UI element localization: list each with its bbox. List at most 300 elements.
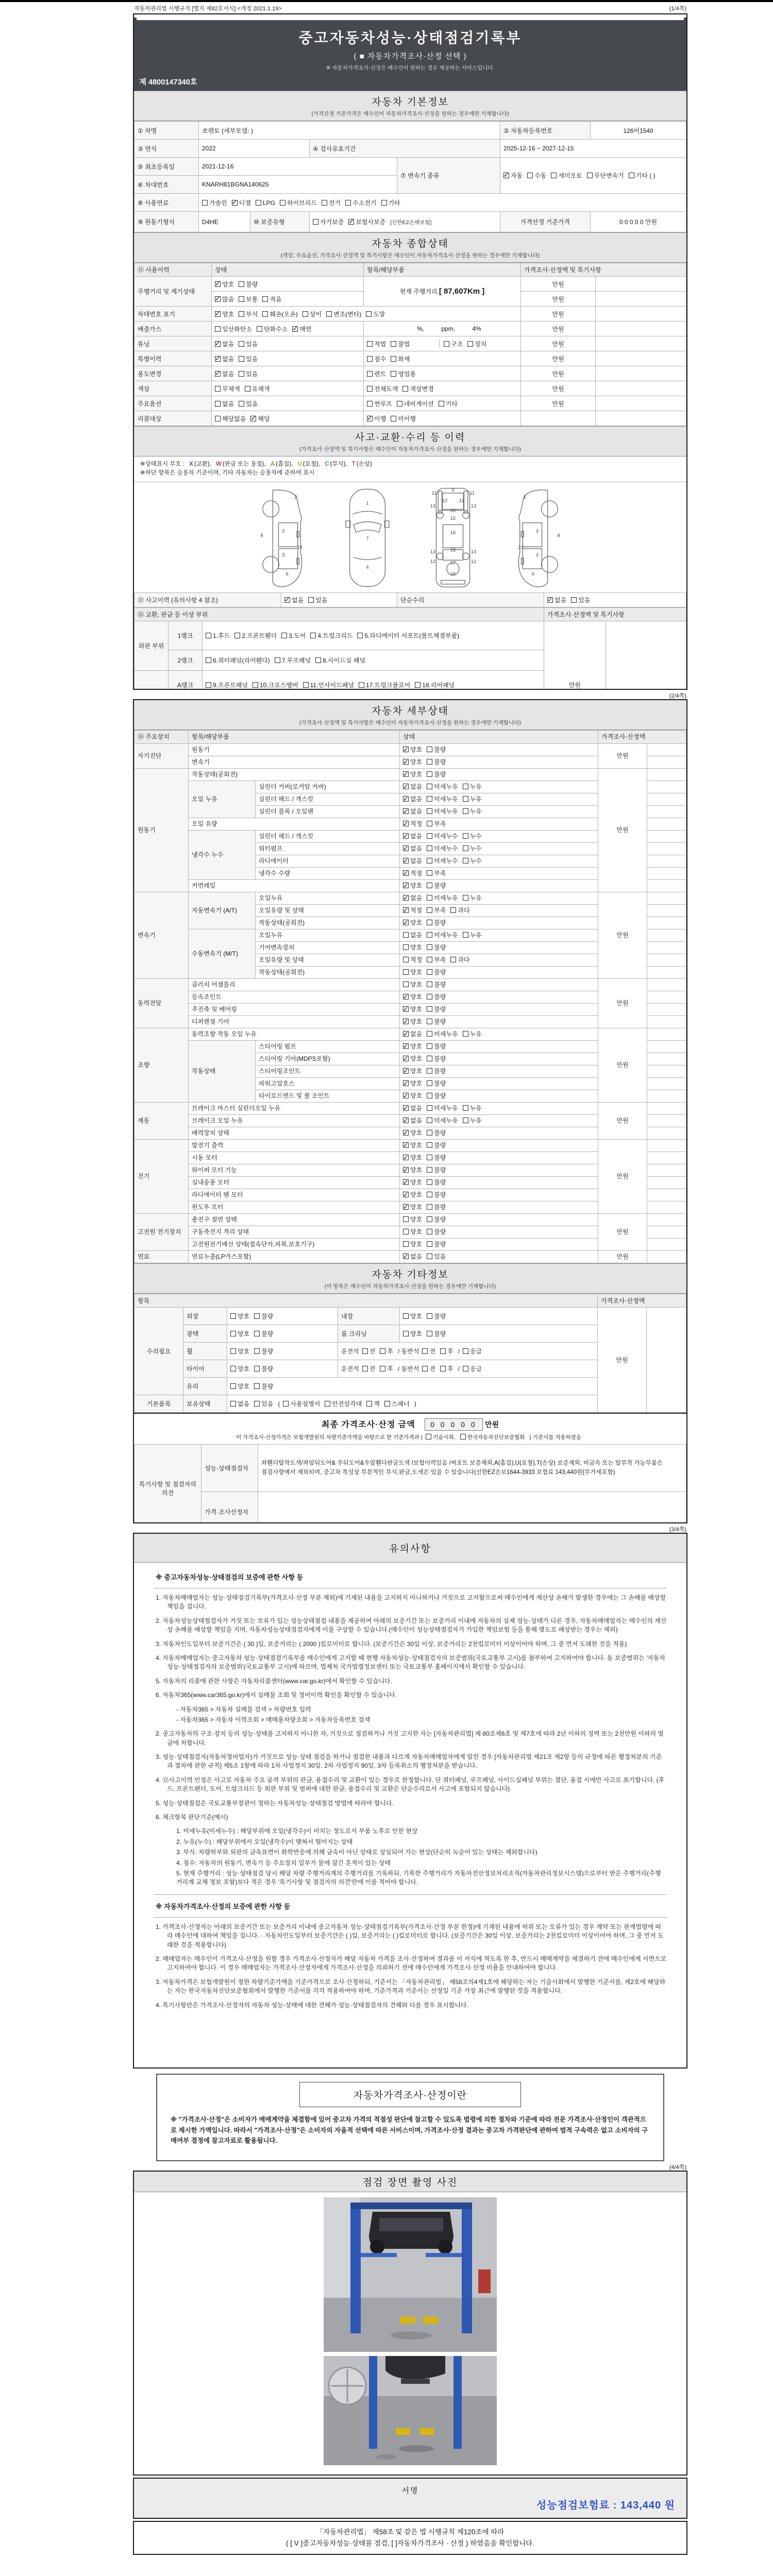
checkbox-option[interactable] — [380, 1347, 393, 1355]
checkbox-icon[interactable] — [427, 1068, 432, 1074]
checkbox-option[interactable] — [362, 1364, 376, 1373]
checkbox-option[interactable] — [262, 295, 281, 303]
checkbox-option[interactable] — [403, 919, 422, 927]
checkbox-icon[interactable] — [403, 932, 409, 938]
checkbox-option[interactable] — [403, 820, 422, 828]
checkbox-option[interactable] — [230, 1312, 249, 1320]
checkbox-option[interactable] — [215, 295, 234, 303]
checkbox-option[interactable] — [345, 198, 376, 207]
checkbox-option[interactable] — [427, 770, 446, 778]
checkbox-option[interactable] — [403, 1005, 422, 1013]
checkbox-icon[interactable] — [403, 784, 409, 789]
checkbox-icon[interactable] — [232, 200, 238, 206]
checkbox-icon[interactable] — [315, 657, 321, 663]
checkbox-icon[interactable] — [384, 1401, 390, 1406]
checkbox-icon[interactable] — [367, 356, 373, 362]
checkbox-option[interactable] — [403, 943, 422, 952]
checkbox-icon[interactable] — [403, 1080, 409, 1086]
checkbox-option[interactable] — [403, 1018, 422, 1026]
checkbox-icon[interactable] — [215, 416, 221, 421]
checkbox-option[interactable] — [403, 783, 422, 791]
checkbox-option[interactable] — [254, 1399, 273, 1408]
checkbox-option[interactable] — [427, 1154, 446, 1162]
checkbox-icon[interactable] — [391, 341, 396, 347]
checkbox-icon[interactable] — [427, 1031, 432, 1037]
checkbox-option[interactable] — [403, 758, 422, 766]
checkbox-option[interactable] — [463, 894, 482, 902]
checkbox-option[interactable] — [403, 795, 422, 803]
checkbox-icon[interactable] — [403, 994, 409, 999]
checkbox-option[interactable] — [239, 340, 258, 348]
checkbox-icon[interactable] — [427, 1105, 432, 1111]
checkbox-icon[interactable] — [215, 371, 221, 377]
checkbox-option[interactable] — [310, 631, 352, 640]
checkbox-icon[interactable] — [253, 682, 258, 688]
checkbox-option[interactable] — [415, 681, 455, 689]
checkbox-option[interactable] — [463, 857, 482, 865]
checkbox-icon[interactable] — [427, 870, 432, 876]
checkbox-icon[interactable] — [403, 1130, 409, 1136]
checkbox-icon[interactable] — [313, 219, 318, 225]
checkbox-option[interactable] — [403, 1154, 422, 1162]
checkbox-icon[interactable] — [427, 1080, 432, 1086]
checkbox-option[interactable] — [230, 1347, 249, 1355]
checkbox-icon[interactable] — [426, 1434, 431, 1439]
checkbox-icon[interactable] — [403, 957, 409, 962]
checkbox-option[interactable] — [367, 384, 398, 393]
checkbox-option[interactable] — [280, 198, 317, 207]
checkbox-icon[interactable] — [427, 1043, 432, 1049]
checkbox-option[interactable] — [403, 1104, 422, 1112]
checkbox-option[interactable] — [262, 310, 297, 318]
checkbox-icon[interactable] — [427, 808, 432, 814]
checkbox-option[interactable] — [403, 1178, 422, 1187]
checkbox-icon[interactable] — [403, 1006, 409, 1012]
checkbox-option[interactable] — [450, 956, 469, 964]
checkbox-option[interactable] — [427, 1018, 446, 1026]
checkbox-icon[interactable] — [427, 1117, 432, 1123]
checkbox-option[interactable] — [463, 1104, 482, 1112]
checkbox-option[interactable] — [283, 1399, 320, 1408]
checkbox-icon[interactable] — [230, 1331, 236, 1336]
checkbox-option[interactable] — [427, 919, 446, 927]
checkbox-icon[interactable] — [427, 1056, 432, 1061]
checkbox-icon[interactable] — [284, 597, 290, 603]
checkbox-option[interactable] — [367, 414, 386, 423]
checkbox-icon[interactable] — [322, 200, 327, 206]
checkbox-icon[interactable] — [254, 1313, 260, 1319]
checkbox-icon[interactable] — [463, 1117, 468, 1123]
checkbox-icon[interactable] — [239, 371, 244, 377]
checkbox-icon[interactable] — [403, 759, 409, 765]
checkbox-option[interactable] — [403, 1030, 422, 1038]
checkbox-icon[interactable] — [254, 1331, 260, 1336]
checkbox-icon[interactable] — [239, 296, 244, 302]
checkbox-icon[interactable] — [254, 1383, 260, 1389]
checkbox-option[interactable] — [427, 1166, 446, 1174]
checkbox-option[interactable] — [427, 844, 458, 853]
checkbox-option[interactable] — [403, 956, 422, 964]
checkbox-option[interactable] — [367, 340, 386, 348]
checkbox-icon[interactable] — [427, 1142, 432, 1148]
checkbox-icon[interactable] — [427, 1093, 432, 1098]
checkbox-icon[interactable] — [215, 386, 221, 392]
checkbox-option[interactable] — [254, 1329, 273, 1338]
checkbox-option[interactable] — [215, 310, 234, 318]
checkbox-icon[interactable] — [403, 808, 409, 814]
checkbox-option[interactable] — [325, 1399, 362, 1408]
checkbox-option[interactable] — [215, 325, 252, 333]
checkbox-icon[interactable] — [403, 747, 409, 752]
checkbox-icon[interactable] — [403, 796, 409, 802]
checkbox-icon[interactable] — [403, 1068, 409, 1074]
checkbox-option[interactable] — [254, 1312, 273, 1320]
checkbox-option[interactable] — [245, 384, 270, 393]
checkbox-option[interactable] — [427, 1067, 446, 1075]
checkbox-icon[interactable] — [403, 1043, 409, 1049]
checkbox-option[interactable] — [254, 1382, 273, 1391]
checkbox-option[interactable] — [427, 1228, 446, 1236]
checkbox-icon[interactable] — [380, 1348, 385, 1354]
checkbox-option[interactable] — [427, 931, 458, 939]
checkbox-option[interactable] — [206, 681, 248, 689]
checkbox-icon[interactable] — [230, 1313, 236, 1319]
checkbox-icon[interactable] — [427, 883, 432, 888]
checkbox-option[interactable] — [422, 1364, 435, 1373]
checkbox-option[interactable] — [257, 325, 288, 333]
checkbox-option[interactable] — [427, 1104, 458, 1112]
checkbox-icon[interactable] — [381, 200, 387, 206]
checkbox-icon[interactable] — [215, 281, 221, 287]
checkbox-option[interactable] — [427, 1203, 446, 1211]
checkbox-option[interactable] — [403, 770, 422, 778]
checkbox-option[interactable] — [381, 198, 400, 207]
checkbox-icon[interactable] — [403, 1241, 409, 1247]
checkbox-option[interactable] — [440, 1347, 453, 1355]
checkbox-option[interactable] — [357, 631, 459, 640]
checkbox-icon[interactable] — [463, 1366, 468, 1371]
checkbox-icon[interactable] — [427, 1216, 432, 1222]
checkbox-icon[interactable] — [391, 356, 396, 362]
checkbox-icon[interactable] — [262, 311, 268, 317]
checkbox-icon[interactable] — [427, 981, 432, 987]
checkbox-option[interactable] — [206, 656, 270, 665]
checkbox-icon[interactable] — [403, 1142, 409, 1148]
checkbox-icon[interactable] — [427, 1313, 432, 1319]
checkbox-option[interactable] — [230, 1329, 249, 1338]
checkbox-icon[interactable] — [571, 597, 577, 603]
checkbox-icon[interactable] — [403, 858, 409, 863]
checkbox-option[interactable] — [427, 956, 446, 964]
checkbox-icon[interactable] — [450, 907, 456, 913]
checkbox-icon[interactable] — [362, 1348, 368, 1354]
checkbox-icon[interactable] — [403, 1105, 409, 1111]
checkbox-icon[interactable] — [427, 969, 432, 975]
checkbox-option[interactable] — [571, 596, 590, 604]
checkbox-icon[interactable] — [427, 895, 432, 901]
checkbox-icon[interactable] — [427, 747, 432, 752]
checkbox-option[interactable] — [463, 807, 482, 816]
checkbox-option[interactable] — [463, 1347, 482, 1355]
checkbox-option[interactable] — [463, 844, 482, 853]
checkbox-icon[interactable] — [303, 311, 308, 317]
checkbox-icon[interactable] — [403, 883, 409, 888]
checkbox-icon[interactable] — [257, 326, 262, 332]
checkbox-icon[interactable] — [254, 1366, 260, 1371]
checkbox-option[interactable] — [359, 681, 410, 689]
checkbox-option[interactable] — [380, 1364, 393, 1373]
checkbox-icon[interactable] — [206, 633, 211, 638]
checkbox-icon[interactable] — [380, 1366, 385, 1371]
checkbox-icon[interactable] — [427, 833, 432, 839]
checkbox-option[interactable] — [230, 1364, 249, 1373]
checkbox-icon[interactable] — [292, 326, 298, 332]
checkbox-option[interactable] — [362, 1347, 376, 1355]
checkbox-icon[interactable] — [281, 633, 287, 638]
checkbox-option[interactable] — [403, 1252, 422, 1261]
checkbox-icon[interactable] — [254, 1401, 260, 1406]
checkbox-option[interactable] — [427, 1252, 446, 1261]
checkbox-icon[interactable] — [239, 341, 244, 347]
checkbox-option[interactable] — [427, 1191, 446, 1199]
checkbox-option[interactable] — [284, 596, 304, 604]
checkbox-icon[interactable] — [427, 932, 432, 938]
checkbox-option[interactable] — [427, 993, 446, 1001]
checkbox-icon[interactable] — [463, 784, 468, 789]
checkbox-icon[interactable] — [245, 386, 250, 392]
checkbox-icon[interactable] — [202, 200, 208, 206]
checkbox-icon[interactable] — [283, 1401, 289, 1406]
checkbox-icon[interactable] — [460, 1434, 466, 1439]
checkbox-icon[interactable] — [402, 386, 408, 392]
checkbox-option[interactable] — [463, 832, 482, 840]
checkbox-option[interactable] — [256, 199, 275, 207]
checkbox-option[interactable] — [403, 1042, 422, 1050]
checkbox-icon[interactable] — [215, 356, 221, 362]
checkbox-icon[interactable] — [463, 858, 468, 863]
checkbox-icon[interactable] — [397, 401, 402, 406]
checkbox-option[interactable] — [551, 171, 582, 180]
checkbox-icon[interactable] — [629, 173, 634, 178]
checkbox-option[interactable] — [427, 1215, 446, 1224]
checkbox-icon[interactable] — [463, 895, 468, 901]
checkbox-option[interactable] — [427, 783, 458, 791]
checkbox-icon[interactable] — [427, 1006, 432, 1012]
checkbox-option[interactable] — [403, 1240, 422, 1248]
checkbox-icon[interactable] — [427, 858, 432, 863]
checkbox-icon[interactable] — [427, 994, 432, 999]
checkbox-icon[interactable] — [403, 895, 409, 901]
checkbox-option[interactable] — [403, 931, 422, 939]
checkbox-option[interactable] — [427, 968, 446, 976]
checkbox-option[interactable] — [427, 1240, 446, 1248]
checkbox-icon[interactable] — [403, 1117, 409, 1123]
checkbox-option[interactable] — [427, 1079, 446, 1088]
checkbox-option[interactable] — [427, 1092, 446, 1100]
checkbox-icon[interactable] — [403, 1229, 409, 1234]
checkbox-option[interactable] — [239, 295, 258, 303]
checkbox-icon[interactable] — [403, 833, 409, 839]
checkbox-icon[interactable] — [427, 1167, 432, 1173]
checkbox-icon[interactable] — [357, 633, 363, 638]
checkbox-option[interactable] — [403, 1191, 422, 1199]
checkbox-option[interactable] — [215, 414, 246, 423]
checkbox-icon[interactable] — [403, 1253, 409, 1259]
checkbox-option[interactable] — [403, 1166, 422, 1174]
checkbox-option[interactable] — [403, 894, 422, 902]
checkbox-option[interactable] — [427, 943, 446, 952]
checkbox-option[interactable] — [422, 1347, 435, 1355]
checkbox-option[interactable] — [427, 882, 446, 890]
checkbox-icon[interactable] — [403, 1313, 409, 1319]
checkbox-option[interactable] — [215, 354, 234, 363]
checkbox-icon[interactable] — [427, 944, 432, 950]
checkbox-option[interactable] — [391, 414, 416, 423]
checkbox-icon[interactable] — [325, 1401, 330, 1406]
checkbox-option[interactable] — [215, 280, 234, 289]
checkbox-option[interactable] — [292, 325, 311, 333]
checkbox-option[interactable] — [427, 1312, 446, 1320]
checkbox-option[interactable] — [427, 1055, 446, 1063]
checkbox-option[interactable] — [427, 894, 458, 902]
checkbox-option[interactable] — [444, 340, 463, 348]
checkbox-option[interactable] — [403, 869, 422, 877]
checkbox-icon[interactable] — [415, 682, 421, 688]
checkbox-icon[interactable] — [440, 1348, 446, 1354]
checkbox-icon[interactable] — [427, 821, 432, 826]
checkbox-option[interactable] — [402, 384, 433, 393]
checkbox-option[interactable] — [427, 820, 446, 828]
checkbox-icon[interactable] — [422, 1366, 428, 1371]
checkbox-icon[interactable] — [362, 1366, 368, 1371]
checkbox-option[interactable] — [463, 1364, 482, 1373]
checkbox-option[interactable] — [367, 369, 386, 378]
checkbox-option[interactable] — [403, 1079, 422, 1088]
checkbox-icon[interactable] — [326, 311, 332, 317]
checkbox-option[interactable] — [427, 1030, 458, 1038]
checkbox-icon[interactable] — [348, 219, 354, 225]
checkbox-option[interactable] — [254, 1347, 273, 1355]
checkbox-icon[interactable] — [230, 1401, 236, 1406]
checkbox-option[interactable] — [239, 369, 258, 378]
checkbox-option[interactable] — [253, 681, 298, 689]
checkbox-option[interactable] — [239, 280, 258, 289]
checkbox-icon[interactable] — [359, 682, 364, 688]
checkbox-icon[interactable] — [239, 356, 244, 362]
checkbox-icon[interactable] — [463, 1031, 468, 1037]
checkbox-option[interactable] — [427, 906, 446, 914]
checkbox-option[interactable] — [463, 1116, 482, 1125]
checkbox-option[interactable] — [403, 844, 422, 853]
checkbox-icon[interactable] — [427, 1204, 432, 1210]
checkbox-icon[interactable] — [403, 1204, 409, 1210]
checkbox-option[interactable] — [426, 1433, 456, 1441]
checkbox-option[interactable] — [254, 1364, 273, 1373]
checkbox-icon[interactable] — [403, 1056, 409, 1061]
checkbox-option[interactable] — [322, 198, 341, 207]
checkbox-option[interactable] — [367, 399, 392, 408]
checkbox-option[interactable] — [427, 1042, 446, 1050]
checkbox-option[interactable] — [427, 1116, 458, 1125]
checkbox-icon[interactable] — [467, 341, 473, 347]
checkbox-icon[interactable] — [366, 311, 372, 317]
checkbox-option[interactable] — [547, 596, 566, 604]
checkbox-icon[interactable] — [230, 1348, 236, 1354]
checkbox-option[interactable] — [366, 1399, 380, 1408]
checkbox-option[interactable] — [215, 340, 234, 348]
checkbox-option[interactable] — [239, 310, 258, 318]
checkbox-option[interactable] — [230, 1382, 249, 1391]
checkbox-icon[interactable] — [403, 1192, 409, 1197]
checkbox-icon[interactable] — [215, 326, 221, 332]
checkbox-option[interactable] — [587, 171, 624, 180]
checkbox-icon[interactable] — [463, 1348, 468, 1354]
checkbox-icon[interactable] — [262, 296, 268, 302]
checkbox-icon[interactable] — [403, 870, 409, 876]
checkbox-option[interactable] — [427, 857, 458, 865]
checkbox-icon[interactable] — [463, 833, 468, 839]
checkbox-option[interactable] — [250, 414, 270, 423]
checkbox-icon[interactable] — [427, 1229, 432, 1234]
checkbox-icon[interactable] — [215, 296, 221, 302]
checkbox-option[interactable] — [215, 384, 240, 393]
checkbox-option[interactable] — [427, 1005, 446, 1013]
checkbox-option[interactable] — [403, 1203, 422, 1211]
checkbox-option[interactable] — [232, 198, 251, 207]
checkbox-option[interactable] — [403, 1215, 422, 1224]
checkbox-icon[interactable] — [391, 416, 396, 421]
checkbox-icon[interactable] — [403, 907, 409, 913]
checkbox-option[interactable] — [308, 596, 327, 604]
checkbox-icon[interactable] — [439, 401, 444, 406]
checkbox-option[interactable] — [427, 1141, 446, 1149]
checkbox-option[interactable] — [463, 1030, 482, 1038]
checkbox-option[interactable] — [527, 171, 546, 180]
checkbox-option[interactable] — [397, 399, 434, 408]
checkbox-icon[interactable] — [280, 200, 285, 206]
checkbox-icon[interactable] — [503, 173, 509, 178]
checkbox-option[interactable] — [427, 758, 446, 766]
checkbox-icon[interactable] — [303, 682, 309, 688]
checkbox-option[interactable] — [366, 310, 385, 318]
checkbox-option[interactable] — [463, 931, 482, 939]
checkbox-icon[interactable] — [427, 957, 432, 962]
checkbox-icon[interactable] — [422, 1348, 428, 1354]
checkbox-option[interactable] — [239, 354, 258, 363]
checkbox-icon[interactable] — [403, 771, 409, 777]
checkbox-icon[interactable] — [367, 341, 373, 347]
checkbox-option[interactable] — [239, 399, 258, 408]
checkbox-icon[interactable] — [463, 796, 468, 802]
checkbox-icon[interactable] — [206, 682, 211, 688]
checkbox-icon[interactable] — [427, 1019, 432, 1024]
checkbox-icon[interactable] — [440, 1366, 446, 1371]
checkbox-icon[interactable] — [463, 845, 468, 851]
checkbox-icon[interactable] — [239, 281, 244, 287]
checkbox-option[interactable] — [215, 369, 234, 378]
checkbox-option[interactable] — [403, 882, 422, 890]
checkbox-icon[interactable] — [275, 657, 280, 663]
checkbox-icon[interactable] — [367, 416, 373, 421]
checkbox-option[interactable] — [230, 1399, 249, 1408]
checkbox-option[interactable] — [303, 681, 354, 689]
checkbox-option[interactable] — [467, 340, 486, 348]
checkbox-icon[interactable] — [215, 341, 221, 347]
checkbox-icon[interactable] — [403, 821, 409, 826]
checkbox-icon[interactable] — [403, 1019, 409, 1024]
checkbox-option[interactable] — [206, 631, 230, 640]
checkbox-option[interactable] — [403, 980, 422, 989]
